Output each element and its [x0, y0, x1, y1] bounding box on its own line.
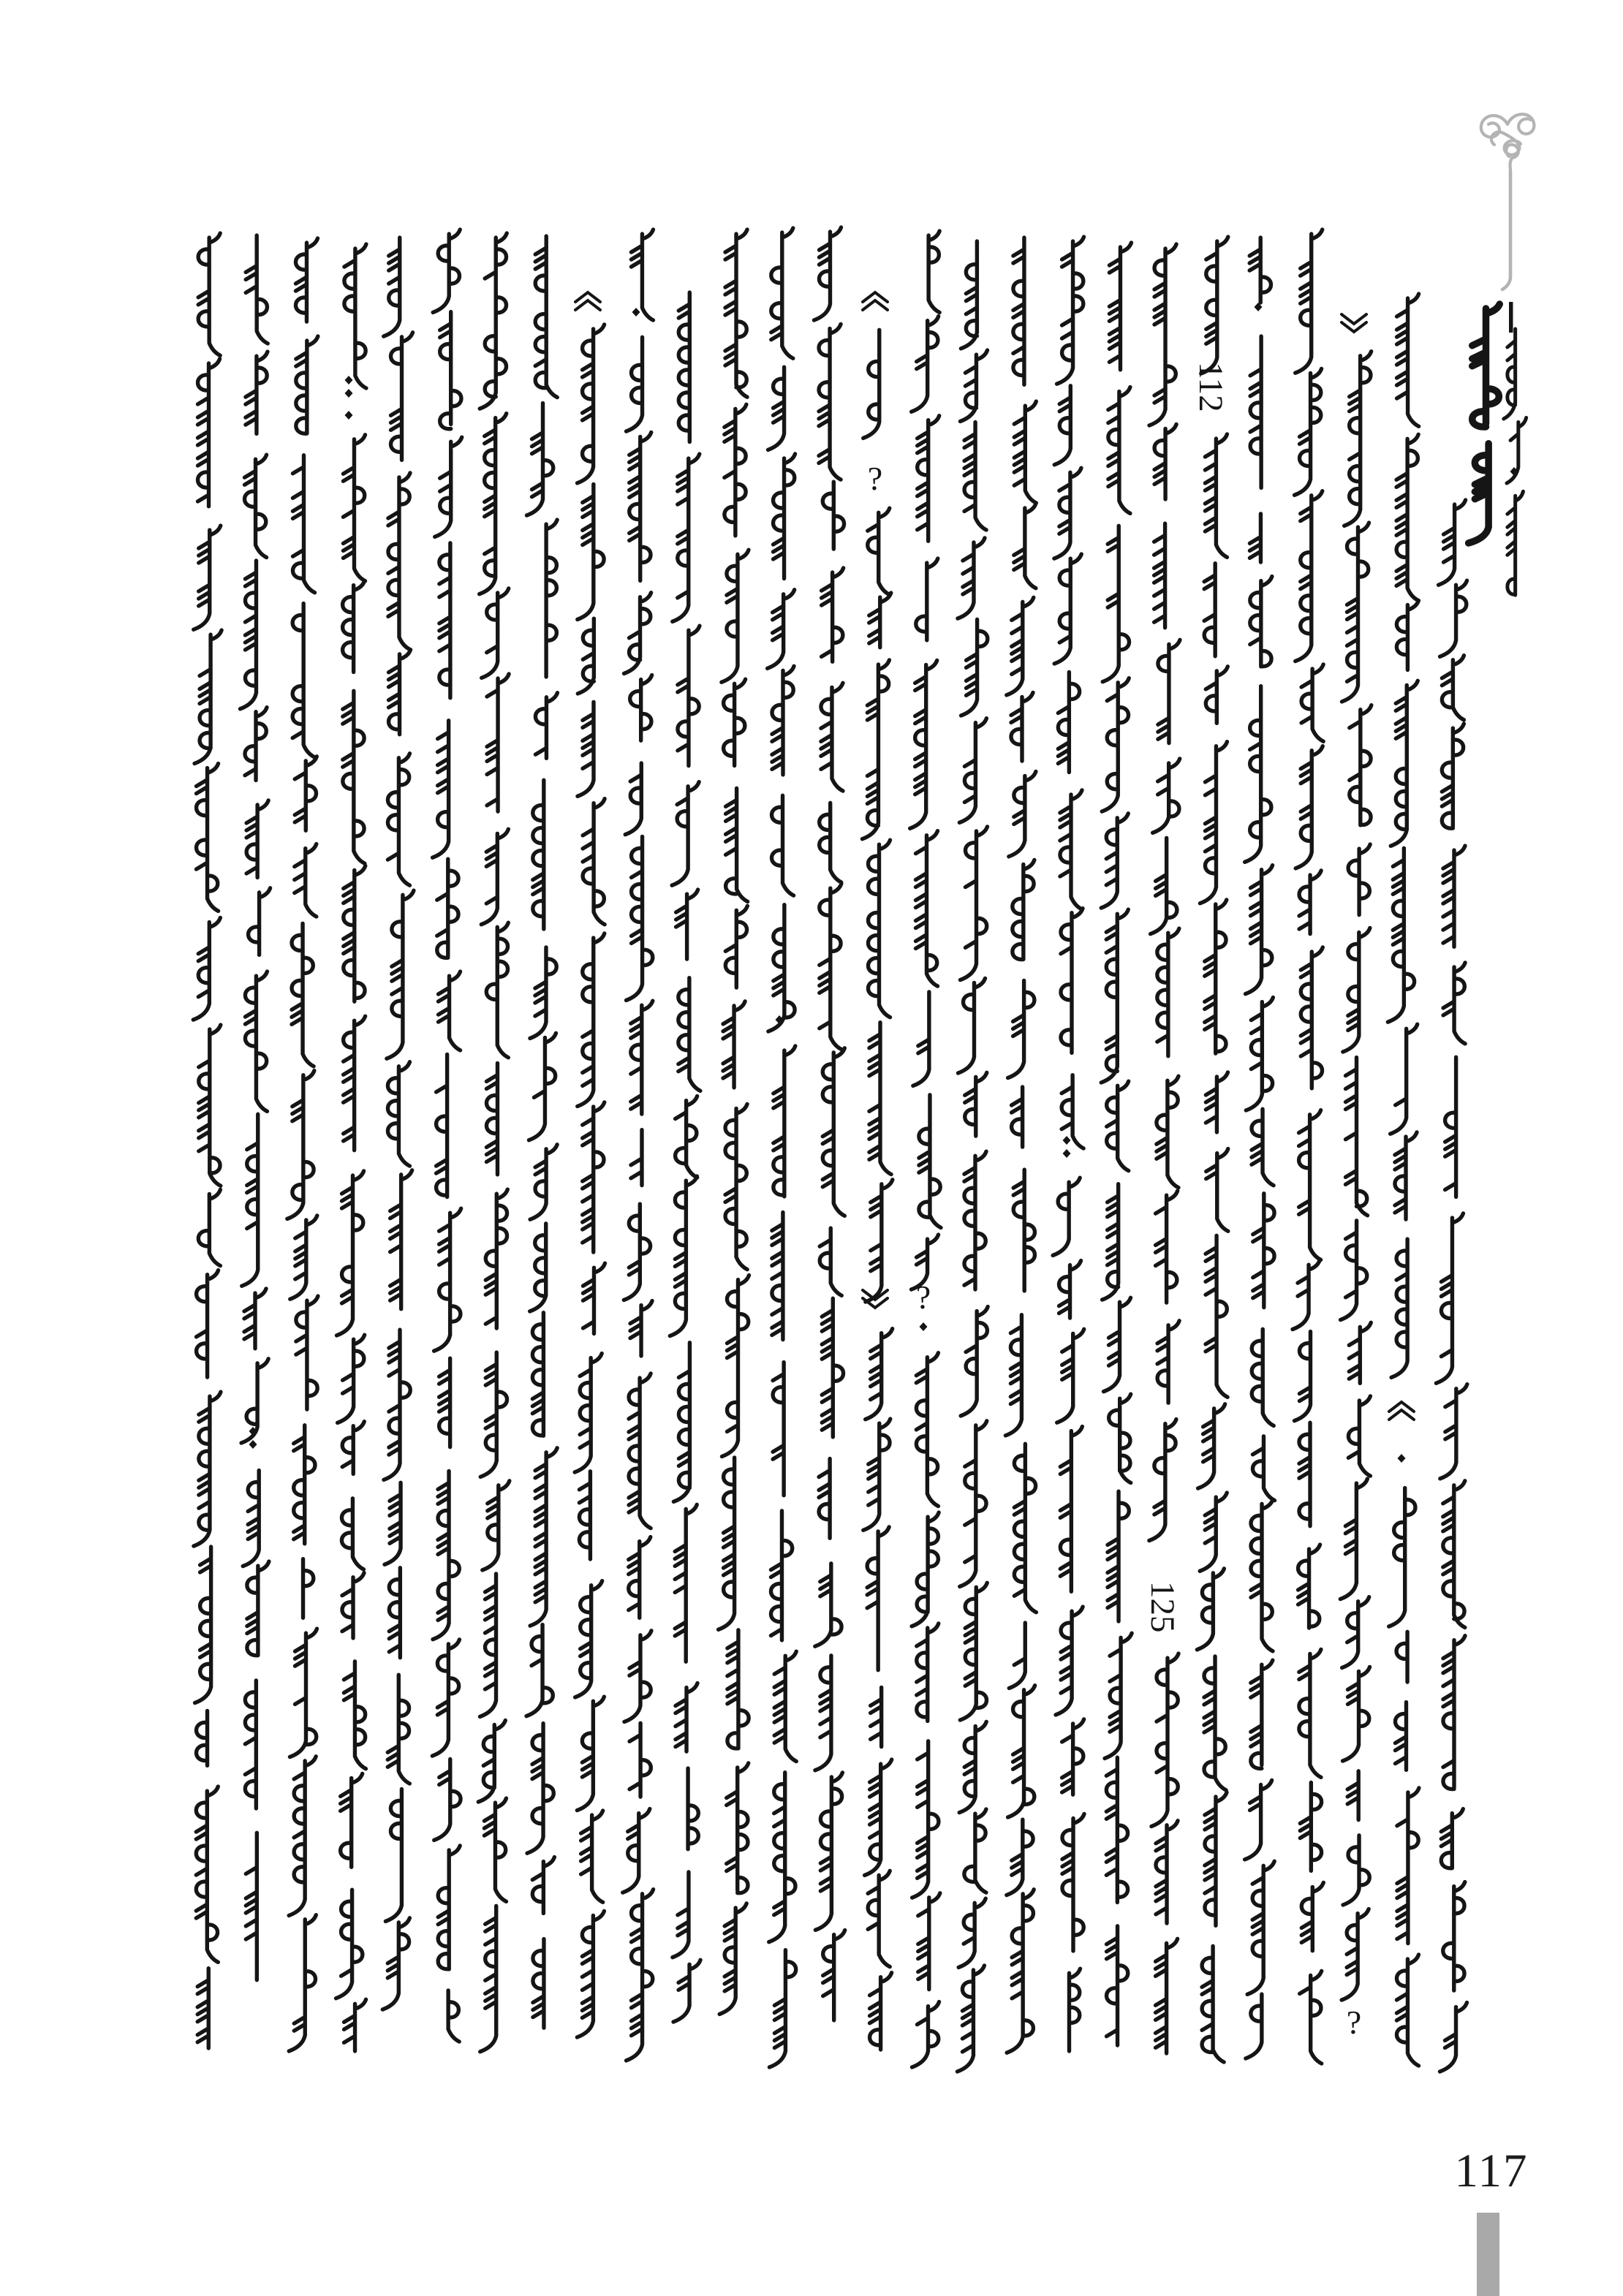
- script-column-0: [193, 233, 222, 2048]
- section-dash: [1509, 302, 1513, 333]
- script-column-9: [623, 230, 654, 2061]
- script-column-19: [1101, 243, 1132, 2045]
- article-title-column: [1469, 304, 1500, 543]
- script-column-5: [432, 230, 461, 2042]
- script-column-6: [478, 233, 510, 2052]
- script-column-14: [862, 330, 892, 2050]
- script-column-16: [957, 241, 988, 2072]
- script-column-15: [910, 231, 941, 2067]
- script-column-25: [1388, 294, 1419, 2066]
- quote-mark-close-icon: [575, 292, 600, 310]
- comma-dot-icon: [632, 308, 640, 317]
- question-mark: ?: [1346, 2004, 1362, 2041]
- script-column-21: [1197, 237, 1227, 2062]
- script-column-26: [1436, 500, 1467, 2072]
- script-column-7: [526, 236, 557, 2028]
- page-edge-bar: [1477, 2213, 1499, 2296]
- script-column-4: [382, 238, 414, 2009]
- script-column-12: [768, 228, 797, 2067]
- question-mark: ?: [915, 1278, 931, 1316]
- script-column-22: [1245, 238, 1275, 2058]
- script-column-3: [336, 244, 366, 2051]
- quote-mark-close-icon: [1389, 1402, 1414, 1420]
- article-subtitle-column: [1504, 329, 1526, 595]
- script-column-10: [670, 292, 700, 2022]
- script-column-11: [719, 230, 749, 2014]
- embedded-number: 112: [1192, 362, 1230, 412]
- quote-mark-open-icon: [1342, 314, 1366, 332]
- script-column-18: [1053, 237, 1084, 2051]
- comma-dot-icon: [1398, 1454, 1406, 1463]
- title-script-column: [1469, 304, 1500, 543]
- question-mark: ?: [867, 460, 883, 497]
- script-column-8: [575, 325, 605, 2037]
- body-text-columns: [193, 227, 1467, 2072]
- quote-mark-close-icon: [863, 292, 888, 310]
- subtitle-script-column: [1504, 329, 1526, 595]
- embedded-number: 125: [1143, 1581, 1181, 1633]
- colon-dots-icon: [345, 376, 353, 384]
- script-column-17: [1005, 238, 1036, 2053]
- script-column-2: [287, 238, 318, 2051]
- colon-dots-icon: [1063, 1136, 1071, 1145]
- colon-dots-icon: [345, 389, 353, 398]
- script-column-24: [1340, 352, 1371, 2000]
- flourish-ornament-icon: [1481, 114, 1535, 289]
- script-column-20: [1149, 244, 1180, 2053]
- comma-dot-icon: [345, 411, 353, 420]
- script-column-23: [1293, 230, 1323, 2064]
- page-number: 117: [1454, 2145, 1529, 2197]
- comma-dot-icon: [920, 1322, 928, 1331]
- script-column-1: [240, 235, 270, 1980]
- script-column-13: [814, 227, 844, 2020]
- colon-dots-icon: [1063, 1149, 1071, 1158]
- colon-dots-icon: [249, 1440, 257, 1449]
